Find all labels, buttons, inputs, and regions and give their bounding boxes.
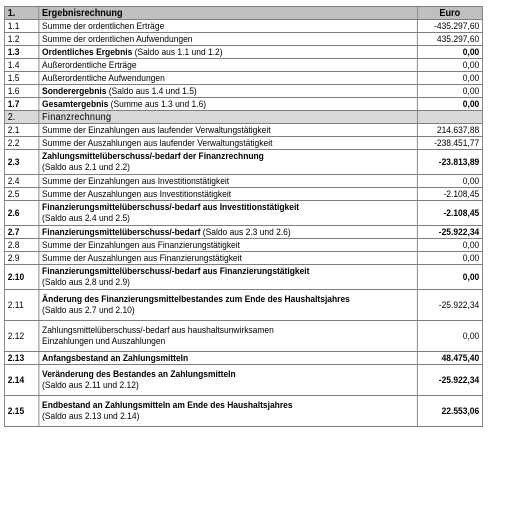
row-label-main: Finanzierungsmittelüberschuss/-bedarf [42,226,201,237]
table-row [4,46,482,59]
row-number: 2.13 [4,352,38,365]
row-value: 0,00 [417,98,482,111]
row-label [39,150,417,175]
row-label [39,98,417,111]
row-label: Anfangsbestand an Zahlungsmitteln [39,352,417,365]
row-number: 1.2 [4,33,38,46]
row-number: 1.3 [4,46,38,59]
table-row [4,290,482,321]
table-row [4,365,482,396]
row-label [39,201,417,226]
row-value: 0,00 [417,239,482,252]
row-label-main: Gesamtergebnis [42,98,109,109]
header-title: Ergebnisrechnung [39,7,417,20]
row-value: 0,00 [417,85,482,98]
row-value: 0,00 [417,265,482,290]
header-unit: Euro [417,7,482,20]
row-label [39,226,417,239]
row-label-main: Finanzierungsmittelüberschuss/-bedarf aus Investitionstätigkeit [42,202,300,212]
row-label-sub: (Saldo aus 2.11 und 2.12) [42,380,139,390]
row-label-main: Zahlungsmittelüberschuss/-bedarf der Finanzrechnung [42,151,264,161]
row-value: -2.108,45 [417,188,482,201]
row-number: 2.10 [4,265,38,290]
row-label [39,396,417,427]
row-label: Summe der ordentlichen Erträge [39,20,417,33]
row-label: Summe der Einzahlungen aus Investitionstätigkeit [39,175,417,188]
table-row [4,150,482,175]
row-value: -238.451,77 [417,137,482,150]
row-label: Summe der ordentlichen Aufwendungen [39,33,417,46]
row-value: -23.813,89 [417,150,482,175]
row-label: Summe der Auszahlungen aus Finanzierungstätigkeit [39,252,417,265]
row-value: -25.922,34 [417,290,482,321]
row-label-main: Veränderung des Bestandes an Zahlungsmitteln [42,369,236,379]
row-value [417,111,482,124]
row-label-main: Finanzierungsmittelüberschuss/-bedarf aus Finanzierungstätigkeit [42,266,310,276]
row-label [39,321,417,352]
row-number: 2.11 [4,290,38,321]
table-row [4,321,482,352]
row-label: Außerordentliche Erträge [39,59,417,72]
row-label: Summe der Einzahlungen aus Finanzierungstätigkeit [39,239,417,252]
row-number: 2.15 [4,396,38,427]
row-label-sub: (Summe aus 1.3 und 1.6) [108,98,207,109]
row-value: -2.108,45 [417,201,482,226]
table-row [4,72,482,85]
row-number: 1.6 [4,85,38,98]
row-label-main: Sonderergebnis [42,85,107,96]
row-value: 22.553,06 [417,396,482,427]
table-row [4,124,482,137]
section-title: Finanzrechnung [39,111,417,124]
row-number: 2.7 [4,226,38,239]
row-label [39,46,417,59]
row-number: 1.5 [4,72,38,85]
row-label-main: Änderung des Finanzierungsmittelbestandes zum Ende des Haushaltsjahres [42,294,350,304]
row-number: 1.4 [4,59,38,72]
row-number: 2.8 [4,239,38,252]
row-value: 48.475,40 [417,352,482,365]
row-label [39,265,417,290]
header-number: 1. [4,7,38,20]
row-number: 2.4 [4,175,38,188]
row-label: Summe der Auszahlungen aus Investitionstätigkeit [39,188,417,201]
budget-table [4,6,483,427]
row-label [39,365,417,396]
row-number: 2.1 [4,124,38,137]
row-label-sub: (Saldo aus 2.4 und 2.5) [42,213,130,223]
row-number: 2.14 [4,365,38,396]
row-value: 214.637,88 [417,124,482,137]
section-number: 2. [4,111,38,124]
row-label-main: Ordentliches Ergebnis [42,46,133,57]
table-header-row [4,7,482,20]
row-label-main: Zahlungsmittelüberschuss/-bedarf aus haushaltsunwirksamen [42,325,274,335]
row-label-sub: Einzahlungen und Auszahlungen [42,336,166,346]
row-value: -435.297,60 [417,20,482,33]
table-row [4,59,482,72]
table-row [4,352,482,365]
row-value: 0,00 [417,252,482,265]
table-row [4,188,482,201]
row-number: 1.7 [4,98,38,111]
table-row [4,175,482,188]
row-label-main: Endbestand an Zahlungsmitteln am Ende des Haushaltsjahres [42,400,293,410]
table-row [4,226,482,239]
row-label-sub: (Saldo aus 2.8 und 2.9) [42,277,130,287]
row-number: 2.12 [4,321,38,352]
table-row [4,201,482,226]
row-label-sub: (Saldo aus 2.7 und 2.10) [42,305,135,315]
row-value: 0,00 [417,321,482,352]
row-label-sub: (Saldo aus 2.3 und 2.6) [200,226,291,237]
row-number: 2.6 [4,201,38,226]
row-label: Außerordentliche Aufwendungen [39,72,417,85]
table-row [4,239,482,252]
row-number: 2.3 [4,150,38,175]
row-number: 2.2 [4,137,38,150]
table-row [4,98,482,111]
row-label-sub: (Saldo aus 2.13 und 2.14) [42,411,140,421]
row-label: Summe der Auszahlungen aus laufender Verwaltungstätigkeit [39,137,417,150]
table-row [4,33,482,46]
row-value: 435.297,60 [417,33,482,46]
table-row [4,265,482,290]
row-value: 0,00 [417,175,482,188]
table-row [4,85,482,98]
row-number: 2.5 [4,188,38,201]
table-row [4,20,482,33]
row-value: 0,00 [417,46,482,59]
row-label: Summe der Einzahlungen aus laufender Verwaltungstätigkeit [39,124,417,137]
row-number: 1.1 [4,20,38,33]
row-value: 0,00 [417,72,482,85]
section-row [4,111,482,124]
row-label-sub: (Saldo aus 2.1 und 2.2) [42,162,130,172]
row-label [39,85,417,98]
table-row [4,396,482,427]
row-label-sub: (Saldo aus 1.4 und 1.5) [106,85,197,96]
table-row [4,252,482,265]
row-number: 2.9 [4,252,38,265]
row-label [39,290,417,321]
row-value: -25.922,34 [417,226,482,239]
row-value: 0,00 [417,59,482,72]
table-row [4,137,482,150]
row-label-sub: (Saldo aus 1.1 und 1.2) [132,46,223,57]
row-value: -25.922,34 [417,365,482,396]
